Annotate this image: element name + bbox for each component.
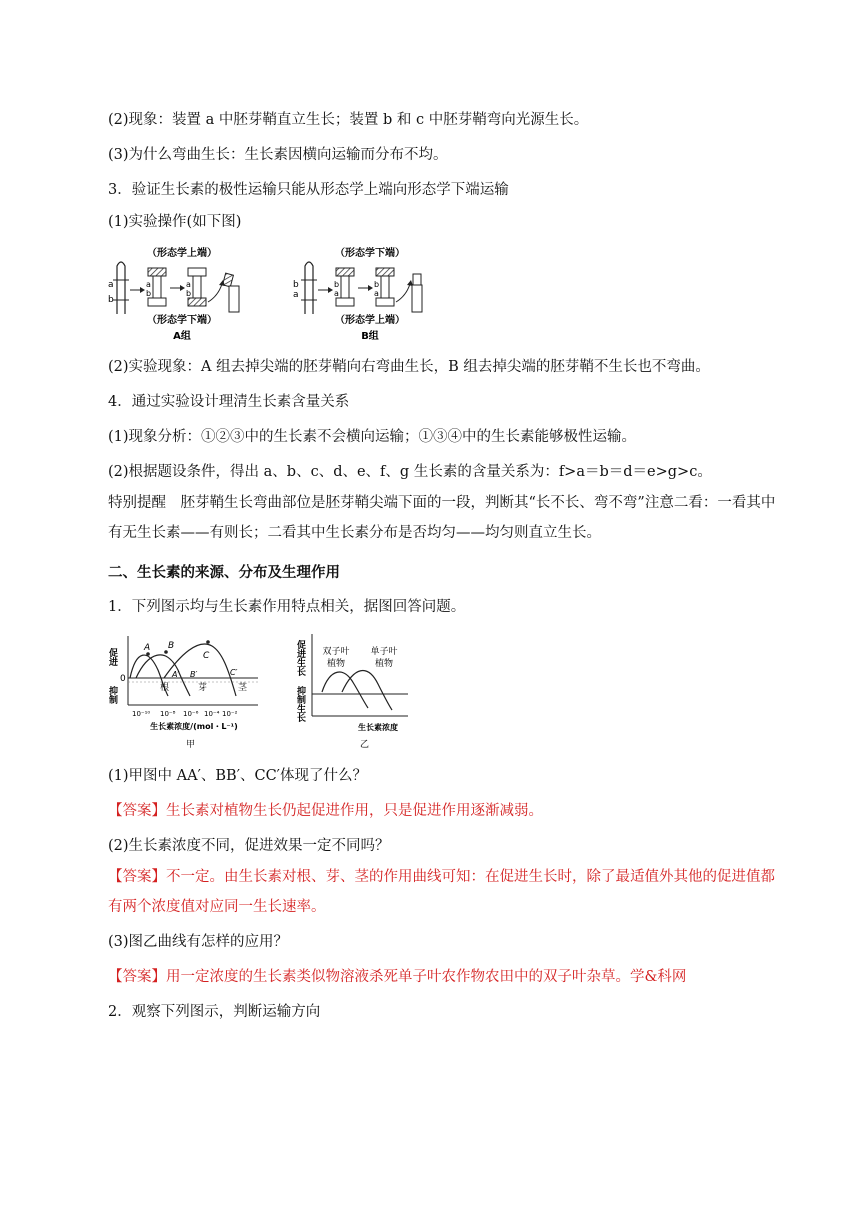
x-tick-label: 10⁻⁶	[183, 710, 199, 718]
heading-observe: 2．观察下列图示，判断运输方向	[108, 1004, 321, 1020]
result-line: (2)实验现象：A 组去掉尖端的胚芽鞘向右弯曲生长，B 组去掉尖端的胚芽鞘不生长也不弯曲。	[108, 359, 710, 375]
phenomenon-line: (2)现象：装置 a 中胚芽鞘直立生长；装置 b 和 c 中胚芽鞘弯向光源生长。	[108, 112, 589, 128]
y-label-inhibit: 抑制生长	[295, 686, 305, 722]
label-a: a	[108, 280, 114, 290]
decapitated-coleoptile	[412, 285, 422, 312]
zero-label: 0	[120, 674, 126, 684]
coleoptile-a	[117, 262, 125, 314]
donor-agar-block	[188, 268, 206, 276]
label-bottom-a: （形态学下端）	[147, 315, 217, 326]
decapitated-coleoptile	[229, 286, 239, 312]
curved-arrow	[208, 284, 222, 302]
peak-a-label: A	[144, 643, 151, 653]
answer-tag: 【答案】	[108, 803, 166, 819]
y-label-promote: 促进	[107, 648, 117, 666]
monocot-label: 植物	[374, 659, 394, 669]
receiver-agar-block	[188, 298, 206, 306]
answer-tag: 【答案】	[108, 969, 166, 985]
monocot-label: 单子叶	[370, 647, 398, 657]
stem-segment	[153, 276, 161, 298]
arrow-head	[328, 287, 333, 293]
arrow-head	[140, 287, 145, 293]
caption-a: A组	[173, 331, 191, 342]
figure-caption-yi: 乙	[360, 740, 370, 750]
question-2: (2)生长素浓度不同，促进效果一定不同吗？	[108, 838, 390, 854]
why-bend-line: (3)为什么弯曲生长：生长素因横向运输而分布不均。	[108, 147, 448, 163]
answer-tag: 【答案】	[108, 869, 166, 885]
label-b: b	[146, 289, 152, 298]
answer-1	[108, 801, 784, 821]
label-top-a: （形态学上端）	[147, 248, 217, 259]
receiver-agar-block	[148, 298, 166, 306]
section-2-heading: 二、生长素的来源、分布及生理作用	[108, 564, 340, 581]
donor-agar-block	[376, 268, 394, 276]
group-a	[108, 246, 239, 342]
figure-yi	[295, 626, 428, 756]
receiver-agar-block	[336, 298, 354, 306]
figure-caption-jia: 甲	[186, 740, 196, 750]
agar-on-coleoptile	[223, 273, 234, 287]
question-intro: 1．下列图示均与生长素作用特点相关，据图回答问题。	[108, 599, 466, 615]
peak-b-label: B	[168, 641, 175, 651]
group-b	[293, 246, 422, 342]
answer-text: 生长素对植物生长仍起促进作用，只是促进作用逐渐减弱。	[166, 803, 543, 819]
label-b: b	[108, 295, 114, 305]
x-tick-label: 10⁻⁸	[160, 710, 176, 718]
question-3: (3)图乙曲线有怎样的应用？	[108, 934, 289, 950]
label-a: a	[334, 289, 339, 298]
polar-transport-figure	[108, 244, 448, 344]
monocot-curve	[342, 671, 392, 710]
label-b: b	[374, 280, 380, 289]
donor-agar-block	[336, 268, 354, 276]
analysis-line: (1)现象分析：①②③中的生长素不会横向运输；①③④中的生长素能够极性运输。	[108, 429, 637, 445]
x-tick-label: 10⁻²	[222, 710, 238, 718]
question-1: (1)甲图中 AA′、BB′、CC′体现了什么？	[108, 768, 367, 784]
stem-segment	[381, 276, 389, 298]
dicot-label: 双子叶	[322, 647, 350, 657]
organ-root-label: 根	[160, 683, 170, 693]
arrow-head	[180, 285, 185, 291]
label-a: a	[146, 280, 151, 289]
label-a: a	[374, 289, 379, 298]
cross-a-label: A′	[172, 670, 180, 679]
heading-3: 3．验证生长素的极性运输只能从形态学上端向形态学下端运输	[108, 182, 509, 198]
peak-c-point	[206, 640, 210, 644]
stem-segment	[341, 276, 349, 298]
peak-c-label: C	[203, 651, 210, 661]
donor-agar-block	[148, 268, 166, 276]
curved-arrow	[396, 284, 410, 302]
label-a: a	[186, 280, 191, 289]
y-label-inhibit: 抑制	[107, 686, 117, 704]
dicot-label: 植物	[326, 659, 346, 669]
organ-bud-label: 芽	[198, 683, 208, 693]
relation-line: (2)根据题设条件，得出 a、b、c、d、e、f、g 生长素的含量关系为：f>a＝b＝d＝e>g>c。	[108, 464, 712, 480]
answer-3	[108, 967, 784, 987]
answer-text: 不一定。由生长素对根、芽、茎的作用曲线可知：在促进生长时，除了最适值外其他的促进值都有两个浓度值对应同一生长速率。	[108, 869, 775, 915]
cross-c-label: C′	[230, 668, 238, 677]
dicot-curve	[322, 672, 368, 708]
caption-b: B组	[361, 331, 379, 342]
label-b: b	[293, 280, 299, 290]
special-tip: 特别提醒 胚芽鞘生长弯曲部位是胚芽鞘尖端下面的一段，判断其“长不长、弯不弯”注意二看：一看其中有无生长素——有则长；二看其中生长素分布是否均匀——均匀则直立生长。	[108, 495, 776, 541]
arrow-head	[368, 285, 373, 291]
x-tick-label: 10⁻⁴	[204, 710, 220, 718]
coleoptile-b	[305, 262, 313, 314]
x-axis-label: 生长素浓度/(mol・L⁻¹)	[150, 722, 238, 731]
receiver-agar-block	[376, 298, 394, 306]
cross-b-label: B′	[190, 670, 198, 679]
x-axis-label: 生长素浓度	[358, 723, 398, 732]
answer-text: 用一定浓度的生长素类似物溶液杀死单子叶农作物农田中的双子叶杂草。学&科网	[166, 969, 687, 985]
label-b: b	[334, 280, 340, 289]
answer-2	[108, 862, 784, 922]
label-bottom-b: （形态学上端）	[335, 315, 405, 326]
agar-on-coleoptile	[413, 274, 421, 285]
heading-4: 4．通过实验设计理清生长素含量关系	[108, 394, 350, 410]
label-a: a	[293, 290, 299, 300]
label-b: b	[186, 289, 192, 298]
y-label-promote: 促进生长	[295, 640, 305, 676]
stem-segment	[193, 276, 201, 298]
operation-line: (1)实验操作(如下图)	[108, 214, 242, 230]
x-tick-label: 10⁻¹⁰	[132, 710, 151, 718]
label-top-b: （形态学下端）	[335, 248, 405, 259]
figure-jia	[108, 630, 268, 755]
organ-stem-label: 茎	[238, 683, 248, 693]
